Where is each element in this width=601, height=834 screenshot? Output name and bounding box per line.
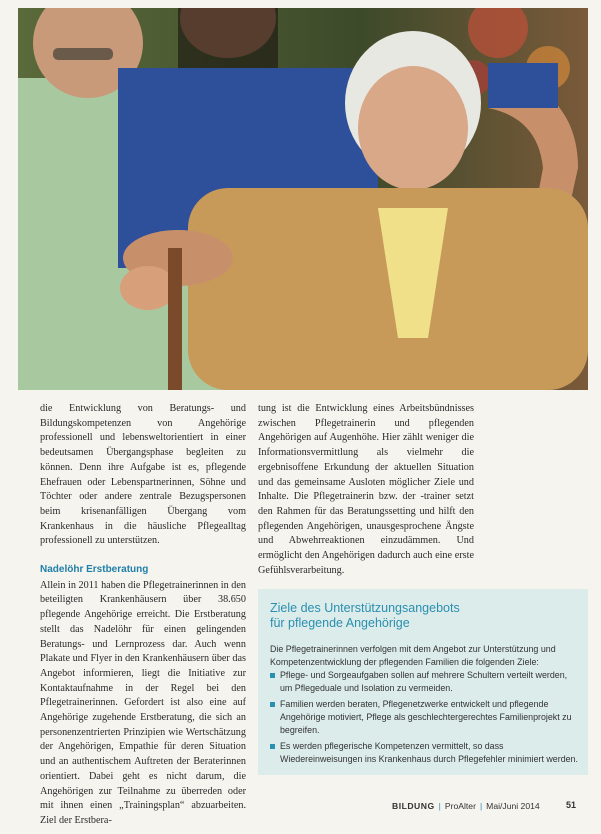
list-item: [270, 740, 580, 766]
list-item-text: Pflege- und Sorgeaufgaben sollen auf mehrere Schultern verteilt werden, um Pflegeduale und Isolation zu vermeiden.: [280, 670, 568, 693]
info-box-title-line: Ziele des Unterstützungsangebots: [270, 601, 460, 615]
cover-photo: [18, 8, 588, 390]
article-column-left: [40, 402, 246, 829]
footer-issue: Mai/Juni 2014: [486, 801, 540, 811]
footer-magazine: ProAlter: [444, 801, 476, 811]
section-subheading: Nadelöhr Erstberatung: [40, 564, 149, 576]
footer-section: BILDUNG: [392, 801, 435, 811]
square-bullet-icon: [270, 744, 275, 749]
page-number: 51: [566, 800, 577, 810]
list-item: [270, 698, 580, 737]
list-item-text: Es werden pflegerische Kompetenzen vermittelt, so dass Wiedereinweisungen ins Krankenhaus durch Pflegefehler minimiert werden.: [280, 741, 578, 764]
body-paragraph: Allein in 2011 haben die Pflegetrainerinnen in den beteiligten Krankenhäusern über 38.650 pflegende Angehörige erreicht. Die Erstberatung stellt das Nadelöhr für einen gelingenden Beratungs- und Lernprozess dar. Auch wenn Plakate und Flyer in den Krankenhäusern über das Angebot informieren, liegt die Initiative zur Kontaktaufnahme in der Regel bei den Pflegetrainerinnen. Gefordert ist also eine auf Angehörige zugehende Erstberatung, die sich an personenzentrierten Prinzipien wie Wertschätzung der Angehörigen, Empathie für deren Situation und an authentischem Auftreten der Beraterinnen orientiert. Dabei geht es nicht darum, die Angehörigen zur Teilnahme zu überreden oder mit ihnen einen „Trainingsplan“ abzuarbeiten. Ziel der Erstbera-: [40, 579, 246, 826]
square-bullet-icon: [270, 702, 275, 707]
info-box: [258, 589, 588, 775]
body-paragraph: die Entwicklung von Beratungs- und Bildungskompetenzen von Angehörige professionell und lebensweltorientiert in einer bedeutsamen Übergangsphase begleiten zu können. Denn ihre Aufgabe ist es, pflegende Ehefrauen oder Lebenspartnerinnen, Söhne und Töchter oder andere zentrale Bezugspersonen beim krisenanfälligen Übergang vom Krankenhaus in die häusliche Pflegealltag professionell zu unterstützen.: [40, 403, 246, 547]
info-box-title-line: für pflegende Angehörige: [270, 616, 410, 630]
list-item: [270, 669, 580, 695]
footer-separator: |: [438, 801, 441, 811]
info-box-title: [270, 601, 460, 631]
article-column-right: [258, 402, 474, 578]
footer-separator: |: [479, 801, 483, 811]
square-bullet-icon: [270, 673, 275, 678]
info-box-list: [270, 669, 580, 769]
info-box-intro: Die Pflegetrainerinnen verfolgen mit dem Angebot zur Unterstützung und Kompetenzentwicklung der pflegenden Familien die folgenden Ziele:: [270, 644, 556, 667]
body-paragraph: tung ist die Entwicklung eines Arbeitsbündnisses zwischen Pflegetrainerin und pflegenden Angehörigen auf Augenhöhe. Hier zählt weniger die Informationsvermittlung als vielmehr die ergebnisoffene Erkundung der aktuellen Situation und das gemeinsame Ausloten möglicher Ziele und Inhalte. Die Pflegetrainerin bzw. der -trainer setzt den Rahmen für das Beratungssetting und hilft den pflegenden Angehörigen, unausgesprochene Ängste und Abwehrreaktionen einzudämmen. Und ermöglicht den Angehörigen dadurch auch eine erste Gefühlsverarbeitung.: [258, 403, 474, 576]
running-footer: [392, 801, 540, 811]
list-item-text: Familien werden beraten, Pflegenetzwerke entwickelt und pflegende Angehörige motiviert, Pflege als geschlechtergerechtes Familienprojekt zu begreifen.: [280, 699, 572, 735]
